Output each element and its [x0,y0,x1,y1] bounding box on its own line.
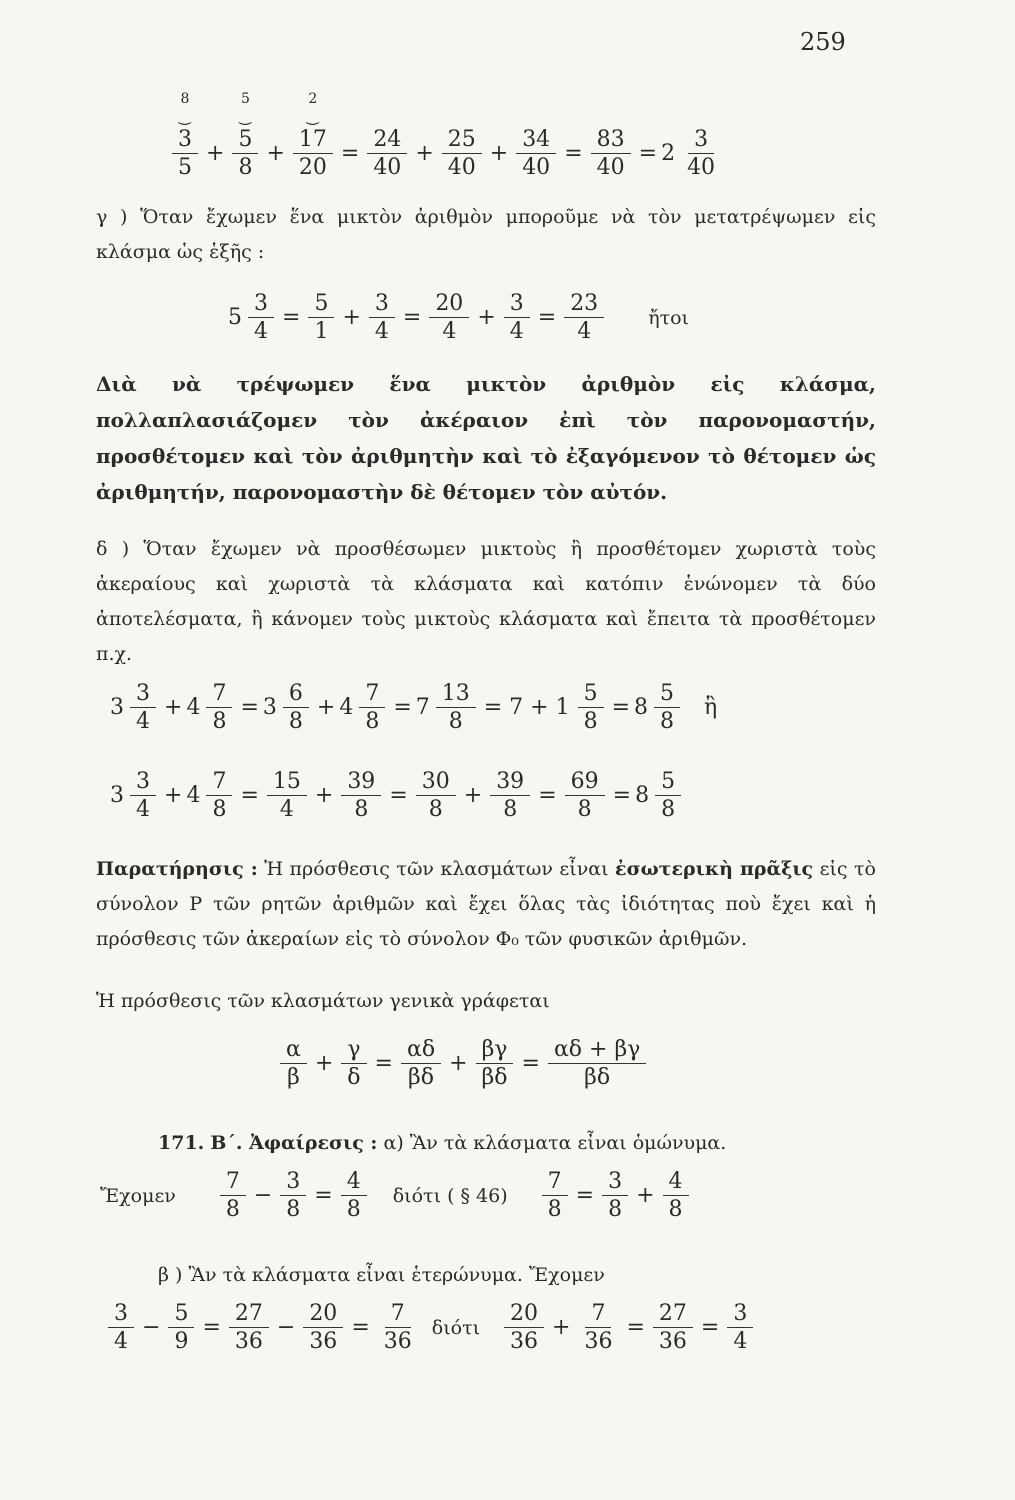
equation-subtraction-like: Ἔχομεν $\frac{7}{8}$ − $\frac{3}{8}$ = $\frac{4}{8}$ διότι ( § 46) $\frac{7}{8}$ = $\frac{3}{8}$ + $\frac{4}{8}$ [100,1170,693,1221]
fraction: $\frac{4}{8}$ [341,1170,367,1221]
equation-mixed-to-fraction: 5 $\frac{3}{4}$ = $\frac{5}{1}$ + $\frac{3}{4}$ = $\frac{20}{4}$ + $\frac{3}{4}$ = $\frac{23}{4}$ ἤτοι [228,291,689,345]
fraction: $\frac{3}{4}$ [130,682,156,733]
fraction: $\frac{5}{1}$ [308,292,334,343]
fraction: $\frac{15}{4}$ [267,770,307,821]
remark-label: Παρατήρησις : [96,858,258,880]
general-line: Ἡ πρόσθεσις τῶν κλασμάτων γενικὰ γράφεται [96,990,550,1012]
fraction: $\frac{7}{8}$ [220,1170,246,1221]
fraction: 5 ⏝ 5 8 [232,128,258,179]
fraction: $\frac{13}{8}$ [436,682,476,733]
fraction: $\frac{3}{4}$ [248,292,274,343]
fraction: 8 ⏝ 3 5 [172,128,198,179]
fraction: $\frac{25}{40}$ [442,128,482,179]
fraction: $\frac{83}{40}$ [591,128,631,179]
fraction: $\frac{6}{8}$ [283,682,309,733]
fraction: $\frac{\alpha\delta + \beta\gamma}{\beta\delta}$ [548,1038,646,1089]
fraction: $\frac{23}{4}$ [564,292,604,343]
equation-general-sum: $\frac{\alpha}{\beta}$ + $\frac{\gamma}{\delta}$ = $\frac{\alpha\delta}{\beta\delta}$ + $\frac{\beta\gamma}{\beta\delta}$ = $\frac{\alpha\delta + \beta\gamma}{\beta\delta}$ [276,1038,650,1089]
section-heading: 171. Β΄. Ἀφαίρεσις : α) Ἂν τὰ κλάσματα εἶναι ὁμώνυμα. [158,1132,727,1154]
fraction: $\frac{3}{8}$ [280,1170,306,1221]
fraction: $\frac{20}{4}$ [429,292,469,343]
fraction: $\frac{20}{36}$ [303,1302,343,1353]
fraction: $\frac{7}{8}$ [542,1170,568,1221]
fraction: $\frac{3}{40}$ [687,127,716,181]
fraction: $\frac{27}{36}$ [229,1302,269,1353]
remark-paragraph: Παρατήρησις : Ἡ πρόσθεσις τῶν κλασμάτων εἶναι ἐσωτερικὴ πρᾶξις εἰς τὸ σύνολον P τῶν ρητῶν ἀριθμῶν καὶ ἔχει ὅλας τὰς ἰδιότητας ποὺ ἔχει καὶ ἡ πρόσθεσις τῶν ἀκεραίων εἰς τὸ σύνολον Φ₀ τῶν φυσικῶν ἀριθμῶν. [96,858,876,950]
fraction: $\frac{24}{40}$ [367,128,407,179]
fraction: $\frac{7}{8}$ [206,770,232,821]
fraction: $\frac{5}{8}$ [578,682,604,733]
fraction: $\frac{7}{8}$ [206,682,232,733]
paragraph-gamma: γ ) Ὅταν ἔχωμεν ἕνα μικτὸν ἀριθμὸν μποροῦμε νὰ τὸν μετατρέψωμεν εἰς κλάσμα ὡς ἑξῆς : [96,206,876,263]
fraction: $\frac{3}{4}$ [504,292,530,343]
fraction: $\frac{39}{8}$ [341,770,381,821]
fraction: $\frac{\alpha\delta}{\beta\delta}$ [401,1038,441,1089]
fraction: $\frac{30}{8}$ [416,770,456,821]
fraction: $\frac{3}{4}$ [369,292,395,343]
fraction: $\frac{7}{36}$ [584,1301,613,1355]
fraction: 2 ⏝ 17 20 [293,128,333,179]
fraction: $\frac{\gamma}{\delta}$ [341,1038,366,1089]
fraction: $\frac{27}{36}$ [653,1302,693,1353]
fraction: $\frac{5}{8}$ [654,682,680,733]
fraction: $\frac{20}{36}$ [504,1302,544,1353]
paragraph-beta: β ) Ἂν τὰ κλάσματα εἶναι ἑτερώνυμα. Ἔχομεν [158,1264,605,1286]
fraction: $\frac{3}{4}$ [130,770,156,821]
paragraph-delta: δ ) Ὅταν ἔχωμεν νὰ προσθέσωμεν μικτοὺς ἢ προσθέτομεν χωριστὰ τοὺς ἀκεραίους καὶ χωριστὰ τὰ κλάσματα καὶ κατόπιν ἑνώνομεν τὰ δύο ἀποτελέσματα, ἢ κάνομεν τοὺς μικτοὺς κλάσματα καὶ ἔπειτα τὰ προσθέτομεν π.χ. [96,538,876,665]
equation-subtraction-unlike: $\frac{3}{4}$ − $\frac{5}{9}$ = $\frac{27}{36}$ − $\frac{20}{36}$ = $\frac{7}{36}$ διότι $\frac{20}{36}$ + $\frac{7}{36}$ = $\frac{27}{36}$ = $\frac{3}{4}$ [104,1302,757,1353]
fraction: $\frac{3}{8}$ [602,1170,628,1221]
fraction: $\frac{3}{4}$ [108,1302,134,1353]
fraction: $\frac{5}{8}$ [655,770,681,821]
fraction: $\frac{3}{4}$ [727,1302,753,1353]
fraction: $\frac{5}{9}$ [168,1302,194,1353]
fraction: $\frac{34}{40}$ [516,128,556,179]
fraction: $\frac{\beta\gamma}{\beta\delta}$ [476,1038,514,1089]
fraction: $\frac{\alpha}{\beta}$ [280,1038,307,1089]
equation-lcm-sum: 8 ⏝ 3 5 + 5 ⏝ 5 8 + 2 ⏝ 17 20 = $\frac{24}{40}$ + $\frac{25}{40}$ + $\frac{34}{40}$ = $\frac{83}{40}$ = 2 $\frac{3}{40}$ [168,128,725,179]
equation-mixed-sum-2: 3 $\frac{3}{4}$ + 4 $\frac{7}{8}$ = $\frac{15}{4}$ + $\frac{39}{8}$ = $\frac{30}{8}$ + $\frac{39}{8}$ = $\frac{69}{8}$ = 8 $\frac{5}{8}$ [110,770,685,821]
fraction: $\frac{39}{8}$ [490,770,530,821]
fraction: $\frac{7}{8}$ [359,682,385,733]
fraction: $\frac{7}{36}$ [383,1301,412,1355]
equation-mixed-sum-1: 3 $\frac{3}{4}$ + 4 $\frac{7}{8}$ = 3 $\frac{6}{8}$ + 4 $\frac{7}{8}$ = 7 $\frac{13}{8}$ = 7 + 1 $\frac{5}{8}$ = 8 $\frac{5}{8}$ ἢ [110,681,718,735]
fraction: $\frac{69}{8}$ [565,770,605,821]
page-number: 259 [800,28,846,56]
fraction: $\frac{4}{8}$ [663,1170,689,1221]
rule-mixed-to-fraction: Διὰ νὰ τρέψωμεν ἕνα μικτὸν ἀριθμὸν εἰς κλάσμα, πολλαπλασιάζομεν τὸν ἀκέραιον ἐπὶ τὸν παρονομαστήν, προσθέτομεν καὶ τὸν ἀριθμητὴν καὶ τὸ ἐξαγόμενον τὸ θέτομεν ὡς ἀριθμητήν, παρονομαστὴν δὲ θέτομεν τὸν αὐτόν. [96,372,876,504]
